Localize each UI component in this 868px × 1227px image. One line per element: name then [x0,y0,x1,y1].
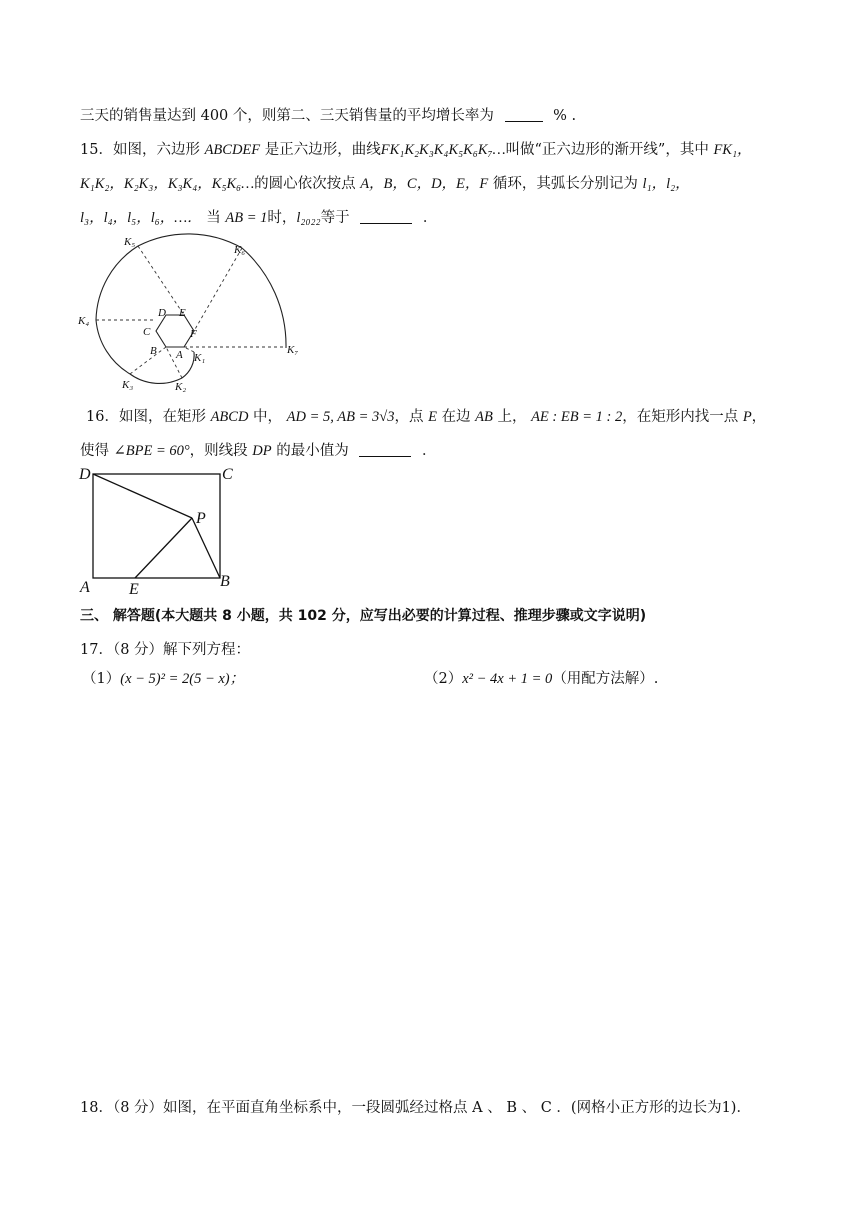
q15-hexagon-name: ABCDEF [204,142,261,158]
q15-segments: K₁K₂，K₂K₃，K₃K₄，K₅K₆… [80,176,255,192]
label-d: D [158,307,166,319]
q14-text-end: % . [553,108,577,124]
q16-number: 16． [86,409,119,425]
label-a: A [80,579,90,596]
q18-text: 18．（8 分）如图，在平面直角坐标系中，一段圆弧经过格点 A 、 B 、 C ．(网格小正方形的边长为1)． [80,1100,751,1116]
q15-target: l₂₀₂₂ [296,210,321,226]
q16-text: 使得 [80,443,109,459]
q17-part-2-label: （2） [424,671,463,687]
label-k3: K₃ [122,379,134,391]
arc-k3-k4 [96,320,130,374]
q16-point-e: E [428,409,437,425]
seg-dp [93,474,192,518]
q15-text: 等于 [320,210,350,226]
label-b: B [220,573,230,590]
q15-arcs: l₁，l₂， [642,176,690,192]
q16-text: 上， [497,409,527,425]
q16-segment: DP [252,443,272,459]
q15-text: 当 [206,210,221,226]
q17-part-2-note: （用配方法解）. [552,671,659,687]
q15-condition: AB = 1 [225,210,268,226]
q15-centers: A，B，C，D，E，F [360,176,489,192]
label-k1: K₁ [194,352,206,364]
q14-answer-blank[interactable] [505,107,543,122]
label-p: P [196,510,206,527]
q16-rectangle-figure [74,460,254,600]
q14-text: 三天的销售量达到 400 个，则第二、三天销售量的平均增长率为 [80,108,494,124]
dash-k5 [138,246,184,315]
label-c: C [143,326,151,338]
q16-text: ． [421,443,437,459]
q16-ratio: AE : EB = 1 : 2 [531,409,623,425]
q17-part-1 [82,667,244,688]
dash-k1 [184,347,194,352]
q16-line-1 [86,405,766,426]
arc-k5-k6 [138,234,242,248]
q16-line-2 [80,439,436,460]
label-f: F [190,328,197,340]
q17-part-1-equation: (x − 5)² = 2(5 − x)； [120,671,245,687]
q15-text: 如图，六边形 [112,142,200,158]
label-b: B [150,345,157,357]
q17-part-2 [424,667,658,688]
label-k5: K₅ [124,236,136,248]
q15-line-1 [80,138,752,159]
q16-answer-blank[interactable] [359,442,411,457]
hexagon-abcdef [156,315,194,347]
label-e: E [129,581,139,598]
q15-text: 时， [267,210,297,226]
q17-part-1-label: （1） [82,671,121,687]
q15-text: 循环，其弧长分别记为 [492,176,638,192]
q16-text: 中， [253,409,283,425]
section-3-heading: 三、 解答题(本大题共 8 小题，共 102 分，应写出必要的计算过程、推理步骤或文字说明) [80,608,647,624]
q15-text: 是正六边形，曲线 [264,142,381,158]
label-a: A [176,349,183,361]
q15-fk1: FK₁， [713,142,752,158]
dash-k6 [194,248,242,331]
q16-text: ，则线段 [189,443,248,459]
label-k6: K₆ [234,244,246,256]
q16-rect: ABCD [210,409,249,425]
q15-text: 的圆心依次按点 [254,176,356,192]
q15-number: 15． [80,142,113,158]
q16-text: 如图，在矩形 [118,409,206,425]
seg-bp [192,518,220,578]
q16-angle: ∠BPE = 60° [113,443,190,459]
q16-text: ，点 [394,409,424,425]
q16-text: ，在矩形内找一点 [622,409,739,425]
label-c: C [222,466,233,483]
q16-text: ， [751,409,767,425]
arc-k1-k2 [182,352,194,378]
q15-curve-name: FK₁K₂K₃K₄K₅K₆K₇… [380,142,506,158]
q15-line-3 [80,206,437,227]
arc-k4-k5 [96,246,138,320]
q16-point-p: P [742,409,752,425]
label-e: E [179,307,186,319]
label-k7: K₇ [287,344,299,356]
q16-text: 的最小值为 [276,443,349,459]
arc-k6-k7 [242,248,286,348]
q15-answer-blank[interactable] [360,209,412,224]
q17-part-2-equation: x² − 4x + 1 = 0 [462,671,553,687]
q14-tail-line [80,104,576,125]
q15-arcs-more: l₃，l₄，l₅，l₆，…． [80,210,202,226]
seg-ep [135,518,192,578]
q15-line-2 [80,172,690,193]
q16-text: 在边 [441,409,471,425]
label-k4: K₄ [78,315,90,327]
label-k2: K₂ [175,381,187,393]
q15-text: ． [422,210,438,226]
q17-header: 17．（8 分）解下列方程： [80,642,251,658]
q15-involute-figure [72,230,322,398]
q16-condition: AD = 5, AB = 3√3 [286,409,395,425]
label-d: D [79,466,91,483]
q15-text: 叫做“正六边形的渐开线”，其中 [505,142,709,158]
q16-side: AB [475,409,493,425]
dash-k3 [130,347,166,374]
